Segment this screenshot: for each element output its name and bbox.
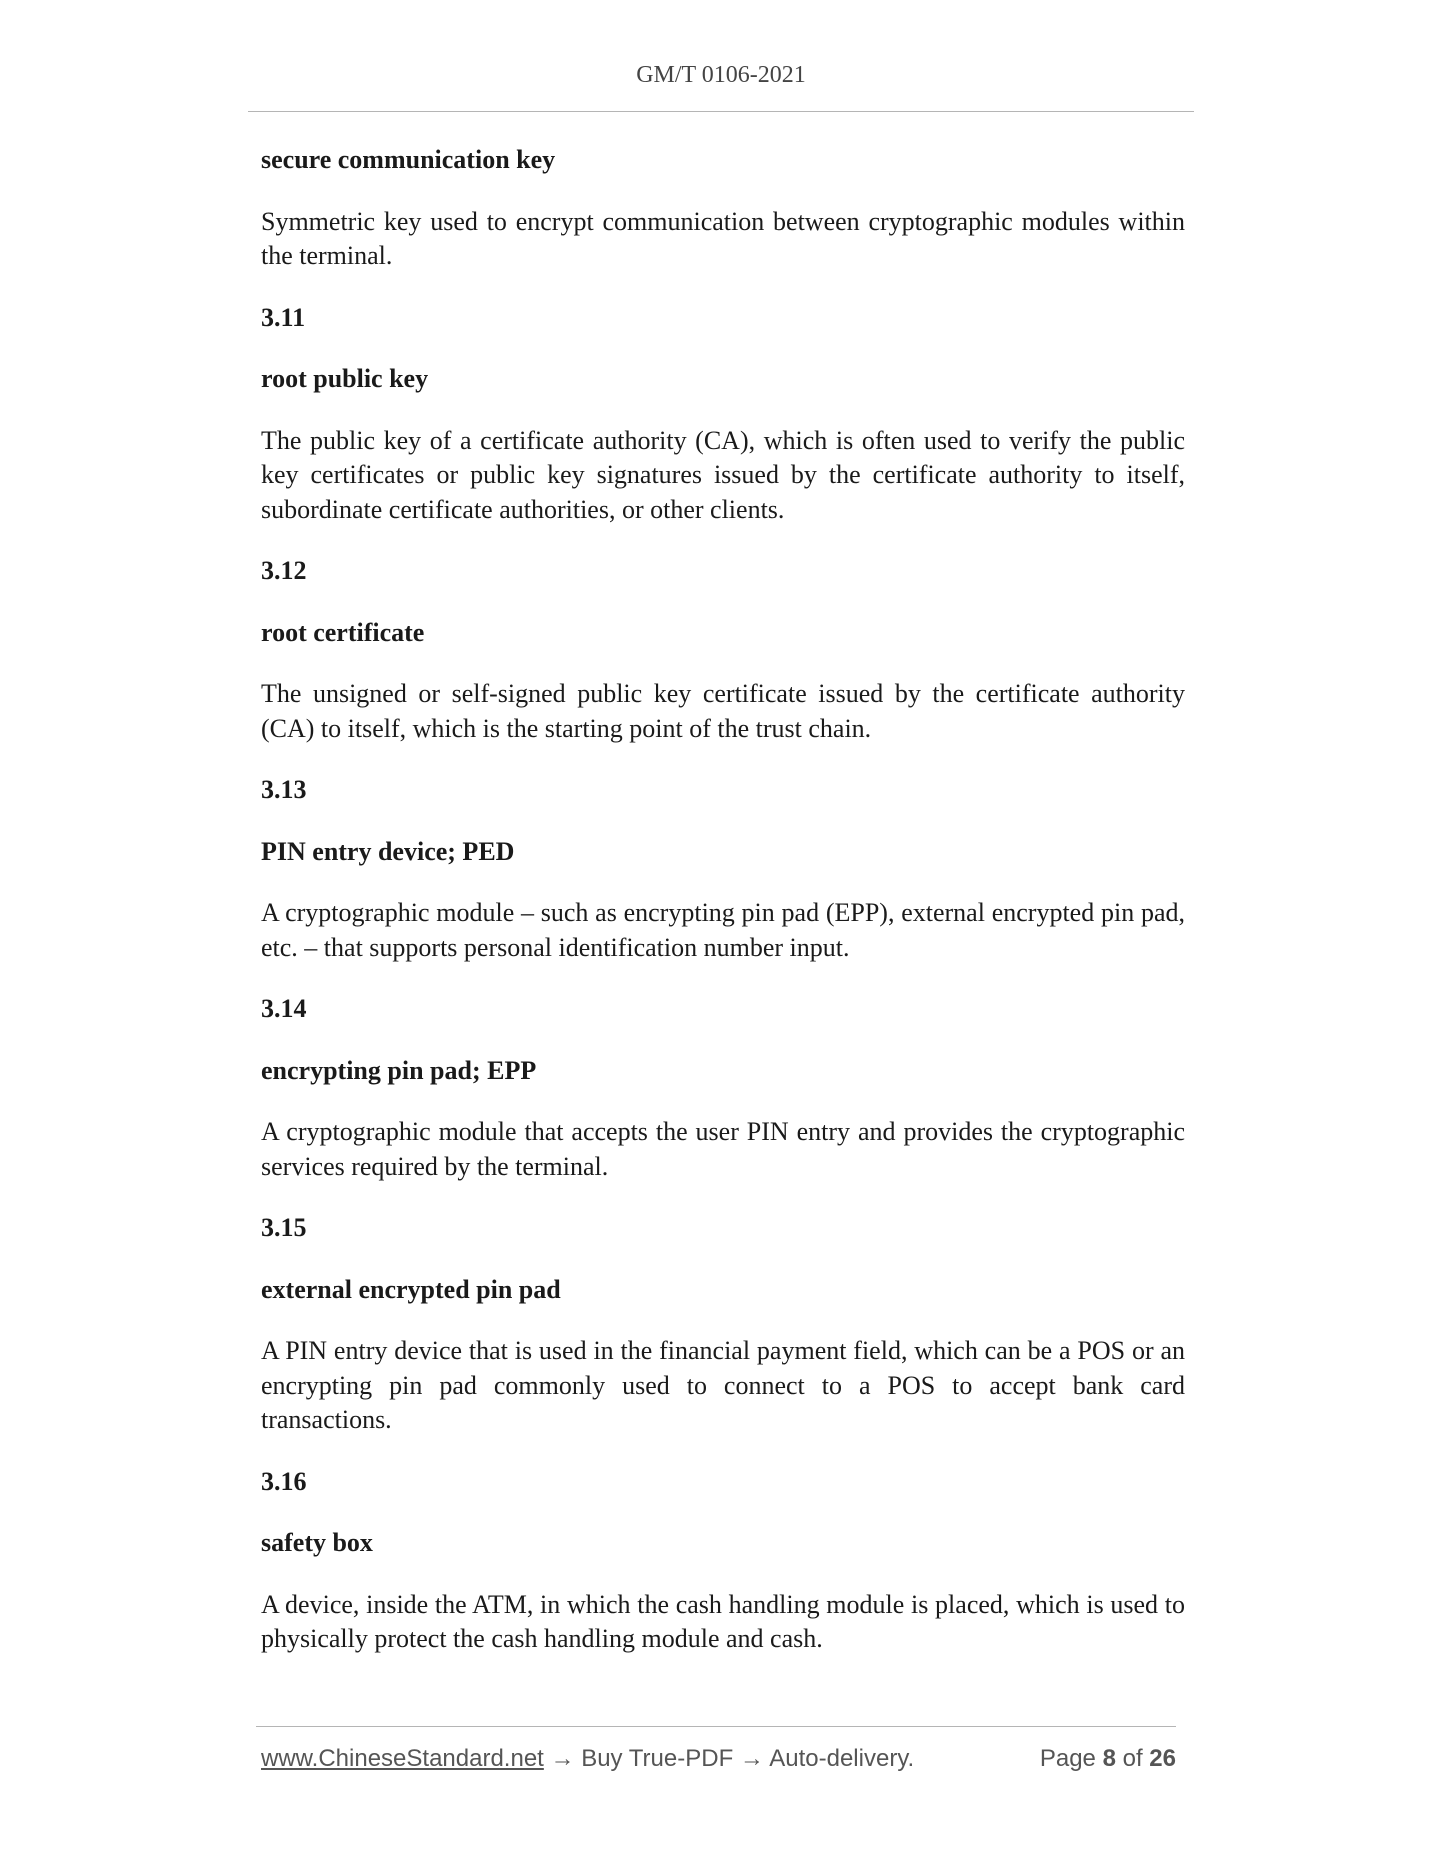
term-title: external encrypted pin pad bbox=[261, 1274, 561, 1304]
total-pages-number: 26 bbox=[1149, 1745, 1176, 1772]
buy-true-pdf-text: Buy True-PDF bbox=[581, 1745, 734, 1772]
clause-number: 3.13 bbox=[261, 775, 307, 804]
definition-entry-3-13 bbox=[261, 773, 1185, 965]
term-title: encrypting pin pad; EPP bbox=[261, 1055, 537, 1085]
definition-entry-3-16 bbox=[261, 1465, 1185, 1657]
term-title: secure communication key bbox=[261, 145, 556, 174]
term-definition: A cryptographic module that accepts the user PIN entry and provides the cryptographic services required by the terminal. bbox=[261, 1117, 1185, 1181]
clause-number: 3.11 bbox=[261, 302, 306, 332]
current-page-number: 8 bbox=[1102, 1745, 1116, 1772]
term-title: root public key bbox=[261, 364, 429, 393]
term-title: root certificate bbox=[261, 617, 425, 647]
term-definition: Symmetric key used to encrypt communication between cryptographic modules within the terminal. bbox=[261, 206, 1185, 270]
clause-number: 3.14 bbox=[261, 994, 307, 1023]
term-definition: A device, inside the ATM, in which the cash handling module is placed, which is used to physically protect the cash handling module and cash. bbox=[261, 1589, 1185, 1653]
website-link[interactable]: www.ChineseStandard.net bbox=[261, 1745, 544, 1772]
header-divider bbox=[248, 111, 1194, 112]
clause-number: 3.15 bbox=[261, 1213, 307, 1242]
clause-number: 3.16 bbox=[261, 1466, 307, 1496]
document-body bbox=[261, 143, 1185, 1684]
page-footer bbox=[261, 1745, 1176, 1779]
clause-number: 3.12 bbox=[261, 556, 307, 585]
auto-delivery-text: Auto-delivery. bbox=[769, 1745, 915, 1772]
term-title: PIN entry device; PED bbox=[261, 836, 515, 866]
of-label: of bbox=[1122, 1745, 1143, 1772]
footer-promo bbox=[261, 1745, 914, 1773]
definition-entry-3-11 bbox=[261, 301, 1185, 528]
term-definition: The public key of a certificate authority (CA), which is often used to verify the public key certificates or public key signatures issued by the certificate authority to itself, subordinate certificate authorities, or other clients. bbox=[261, 425, 1185, 524]
definition-entry-3-12 bbox=[261, 554, 1185, 746]
arrow-right-icon: → bbox=[739, 1745, 764, 1772]
term-title: safety box bbox=[261, 1528, 373, 1557]
definition-entry-intro bbox=[261, 143, 1185, 274]
definition-entry-3-14 bbox=[261, 992, 1185, 1184]
term-definition: A PIN entry device that is used in the financial payment field, which can be a POS or an encrypting pin pad commonly used to connect to a POS to accept bank card transactions. bbox=[261, 1336, 1185, 1434]
term-definition: A cryptographic module – such as encrypting pin pad (EPP), external encrypted pin pad, etc. – that supports personal identification number input. bbox=[261, 898, 1185, 962]
arrow-right-icon: → bbox=[550, 1745, 575, 1772]
page-label: Page bbox=[1039, 1745, 1096, 1772]
footer-divider bbox=[256, 1726, 1176, 1727]
definition-entry-3-15 bbox=[261, 1211, 1185, 1438]
page-header: GM/T 0106-2021 bbox=[636, 62, 806, 88]
page-counter bbox=[1040, 1745, 1176, 1773]
term-definition: The unsigned or self-signed public key certificate issued by the certificate authority (CA) to itself, which is the starting point of the trust chain. bbox=[261, 679, 1185, 743]
